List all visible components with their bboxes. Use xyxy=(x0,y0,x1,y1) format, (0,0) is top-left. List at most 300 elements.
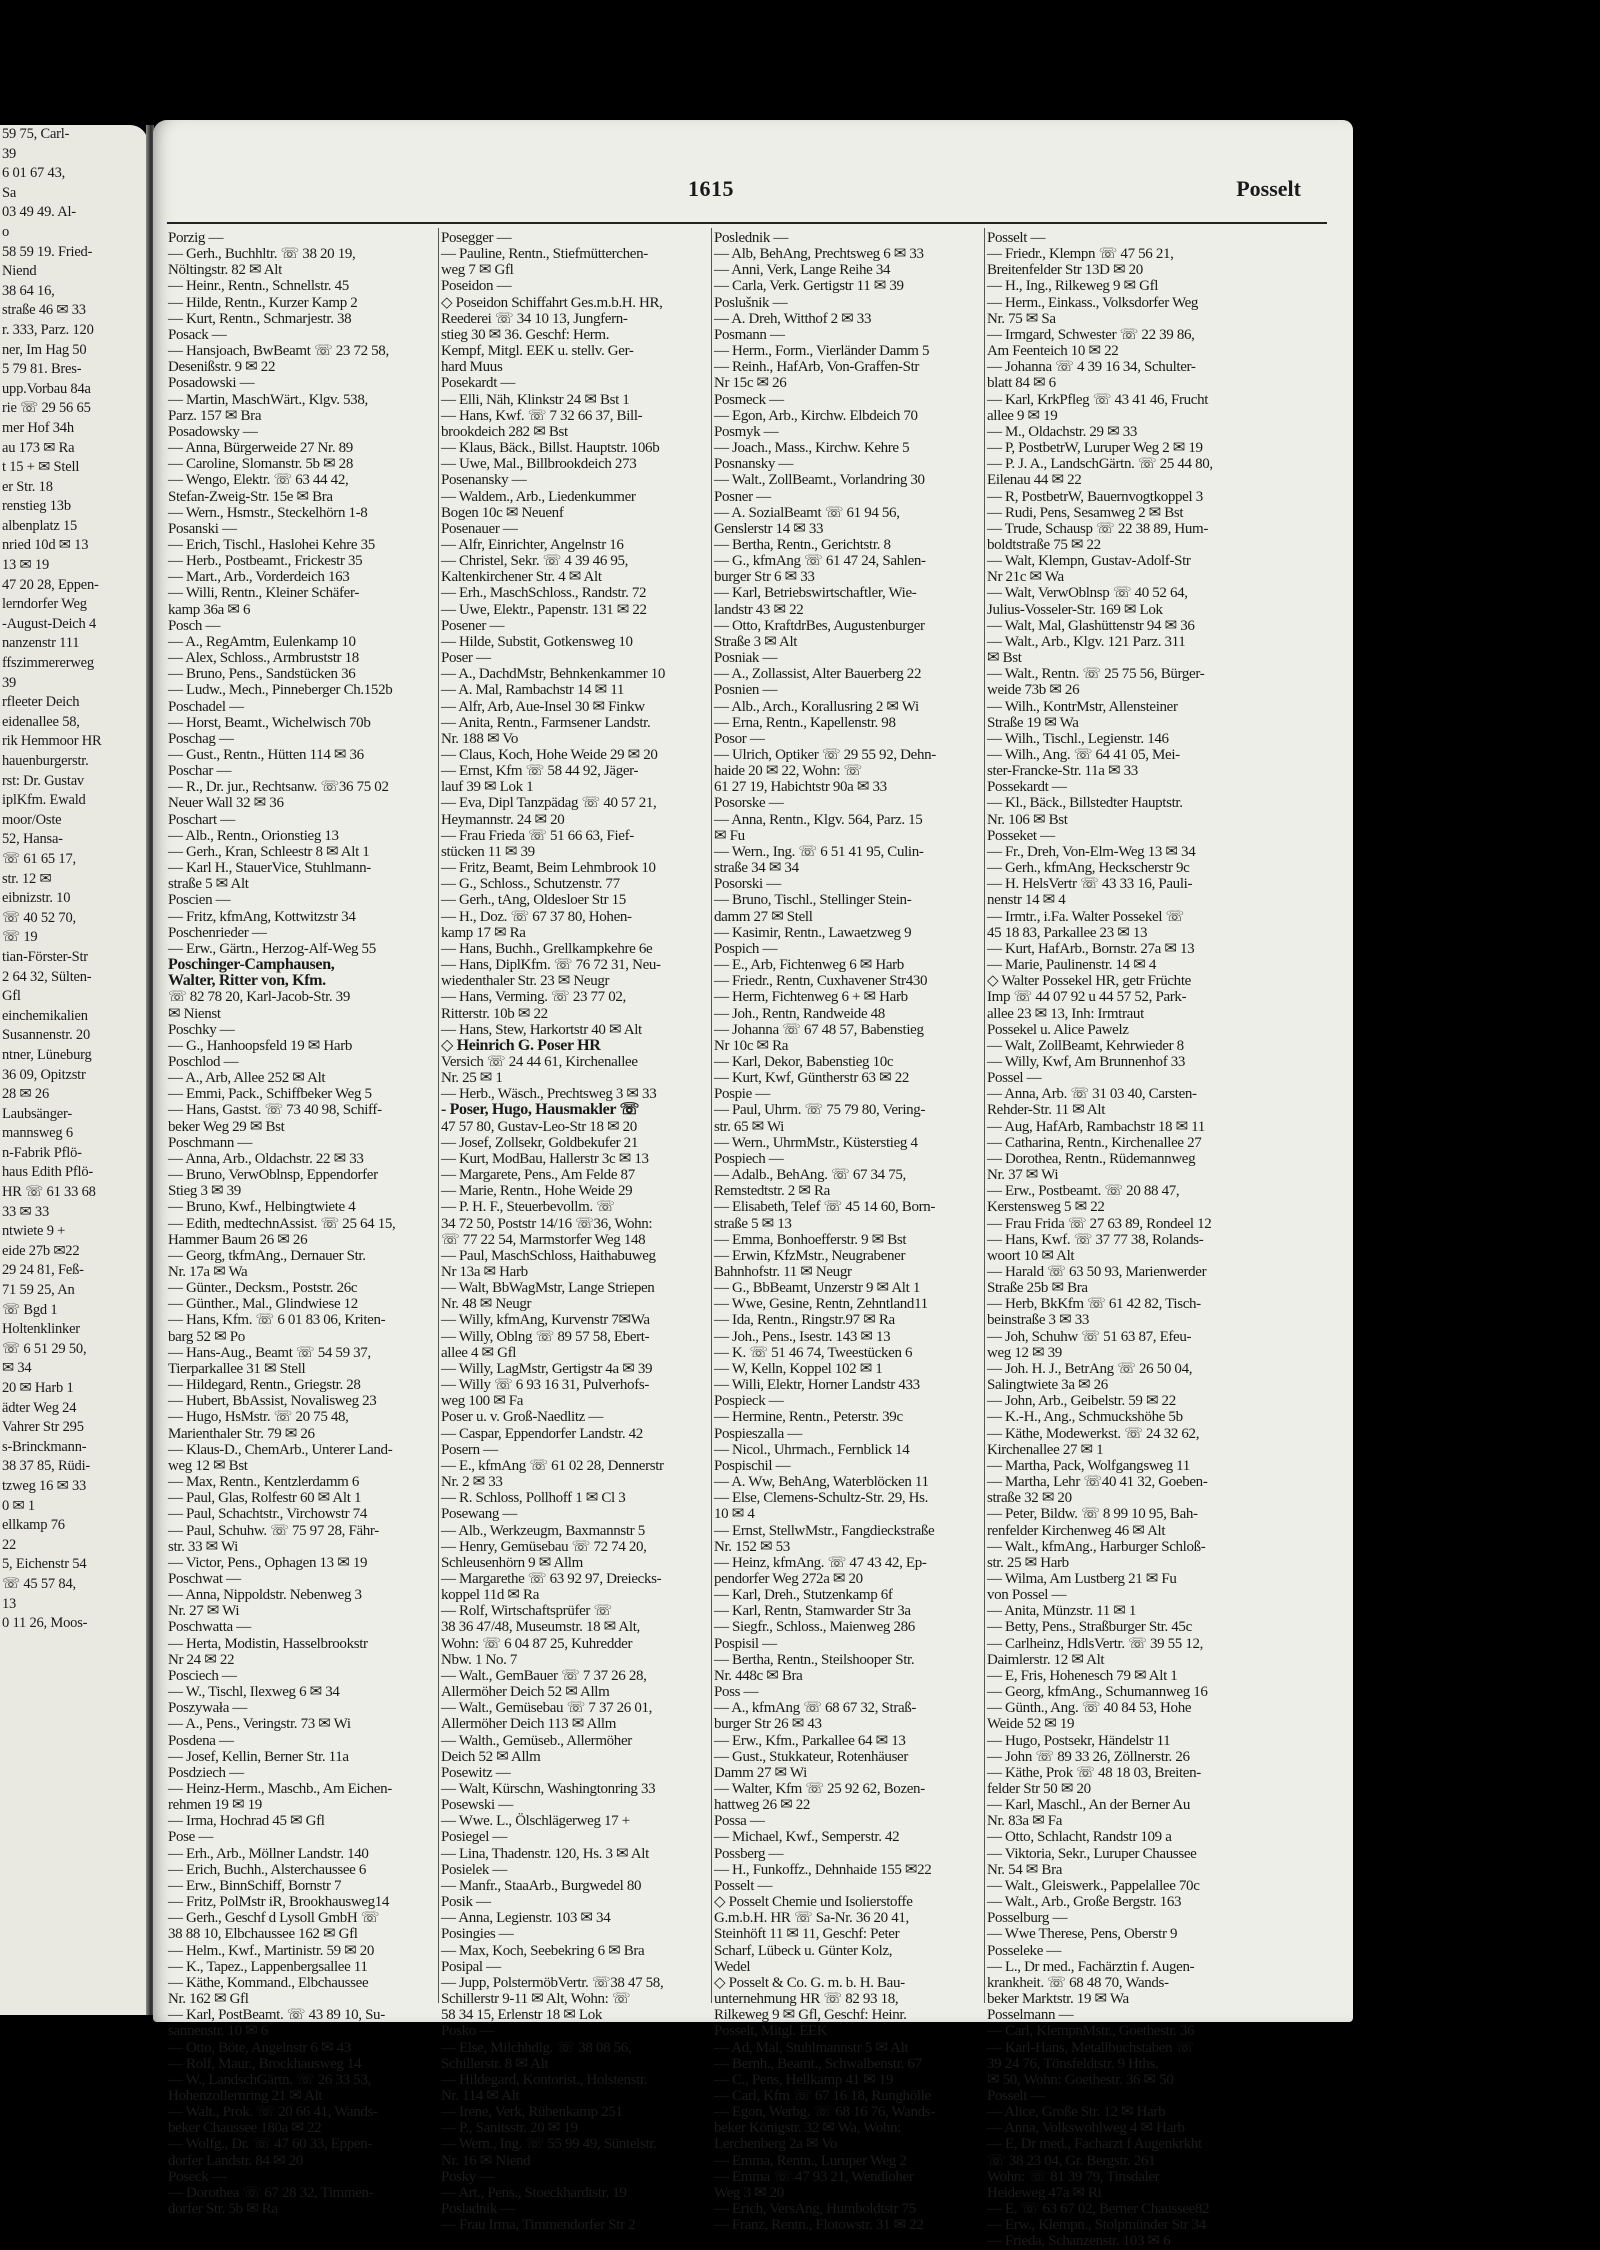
directory-entry: — Friedr., Klempn ☏ 47 56 21, xyxy=(987,246,1174,263)
directory-entry: — Joh. H. J., BetrAng ☏ 26 50 04, xyxy=(987,1360,1193,1377)
directory-entry: — Walt., Gleiswerk., Pappelallee 70c xyxy=(987,1877,1200,1894)
directory-entry: — Lina, Thadenstr. 120, Hs. 3 ✉ Alt xyxy=(441,1845,649,1862)
directory-entry: — Rolf, Maur., Brockhausweg 14 xyxy=(168,2055,362,2072)
prev-page-line: upp.Vorbau 84a xyxy=(2,380,91,397)
directory-entry: — Karl, Dekor, Babenstieg 10c xyxy=(714,1053,894,1070)
prev-page-line: ☏ 19 xyxy=(2,929,38,946)
directory-entry: — Heinz-Herm., Maschb., Am Eichen- xyxy=(168,1781,392,1797)
directory-entry: — Karl, Maschl., An der Berner Au xyxy=(987,1797,1190,1814)
directory-entry: — Hilde, Substit, Gotkensweg 10 xyxy=(441,633,633,650)
surname-heading: Posadowski — xyxy=(168,375,255,392)
directory-entry: — Horst, Beamt., Wichelwisch 70b xyxy=(168,714,371,731)
directory-entry: — K. ☏ 51 46 74, Tweestücken 6 xyxy=(714,1344,913,1361)
prev-page-line: 47 20 28, Eppen- xyxy=(2,576,99,593)
directory-entry: — Siegfr., Schloss., Maienweg 286 xyxy=(714,1619,915,1636)
surname-heading: Posner — xyxy=(714,488,771,505)
directory-entry: — Karl, PostBeamt. ☏ 43 89 10, Su- xyxy=(168,2007,385,2024)
directory-entry: — R, PostbetrW, Bauernvogtkoppel 3 xyxy=(987,488,1203,505)
surname-heading: Posipal — xyxy=(441,1958,501,1975)
directory-entry: rehmen 19 ✉ 19 xyxy=(168,1797,262,1814)
directory-entry: Imp ☏ 44 07 92 u 44 57 52, Park- xyxy=(987,989,1187,1006)
directory-entry: ster-Francke-Str. 11a ✉ 33 xyxy=(987,763,1138,780)
prev-page-line: eibnizstr. 10 xyxy=(2,890,71,907)
directory-entry: Weide 52 ✉ 19 xyxy=(987,1716,1075,1733)
prev-page-line: Holtenklinker xyxy=(2,1321,80,1338)
directory-entry: Kirchenallee 27 ✉ 1 xyxy=(987,1441,1104,1458)
surname-heading: Posenauer — xyxy=(441,520,518,537)
prev-page-line: 38 64 16, xyxy=(2,282,55,299)
directory-entry: Reederei ☏ 34 10 13, Jungfern- xyxy=(441,310,628,327)
directory-entry: — Willy, Oblng ☏ 89 57 58, Ebert- xyxy=(441,1328,650,1345)
prev-page-line: 29 24 81, Feß- xyxy=(2,1262,84,1279)
directory-entry: — Walt., GemBauer ☏ 7 37 26 28, xyxy=(441,1667,647,1684)
prev-page-line: ☏ 61 65 17, xyxy=(2,850,76,867)
directory-entry: — Herb., Postbeamt., Frickestr 35 xyxy=(168,553,363,570)
directory-entry: ☏ 38 23 04, Gr. Bergstr. 261 xyxy=(987,2152,1156,2169)
directory-entry: — Harald ☏ 63 50 93, Marienwerder xyxy=(987,1264,1207,1280)
directory-entry: Nr 15c ✉ 26 xyxy=(714,375,787,392)
directory-entry: — Anna, Arb., Oldachstr. 22 ✉ 33 xyxy=(168,1150,364,1167)
directory-entry: — Frau Frieda ☏ 51 66 63, Fief- xyxy=(441,827,634,844)
surname-heading: Posern — xyxy=(441,1441,498,1458)
directory-entry: koppel 11d ✉ Ra xyxy=(441,1587,539,1604)
directory-entry: - Poser, Hugo, Hausmakler ☏ xyxy=(441,1101,640,1119)
directory-entry: — Wern., Ing. ☏ 6 51 41 95, Culin- xyxy=(714,843,924,860)
directory-entry: boldtstraße 75 ✉ 22 xyxy=(987,536,1101,553)
prev-page-line: ellkamp 76 xyxy=(2,1517,65,1534)
directory-entry: Versich ☏ 24 44 61, Kirchenallee xyxy=(441,1053,638,1070)
directory-entry: Steinhöft 11 ✉ 11, Geschf: Peter xyxy=(714,1926,900,1943)
prev-page-line: 52, Hansa- xyxy=(2,831,63,848)
directory-entry: Neuer Wall 32 ✉ 36 xyxy=(168,795,284,812)
prev-page-line: haus Edith Pflö- xyxy=(2,1164,94,1181)
directory-entry: Marienthaler Str. 79 ✉ 26 xyxy=(168,1425,315,1442)
prev-page-line: ☏ 6 51 29 50, xyxy=(2,1340,87,1357)
directory-entry: Scharf, Lübeck u. Günter Kolz, xyxy=(714,1942,893,1959)
directory-entry: straße 32 ✉ 20 xyxy=(987,1490,1072,1507)
directory-entry: 58 34 15, Erlenstr 18 ✉ Lok xyxy=(441,2007,603,2024)
directory-entry: — Walt, BbWagMstr, Lange Striepen xyxy=(441,1280,655,1297)
column-divider xyxy=(984,228,985,2003)
surname-heading: Posselt — xyxy=(987,230,1046,246)
directory-entry: — Johanna ☏ 4 39 16 34, Schulter- xyxy=(987,359,1196,376)
directory-entry: — Rudi, Pens, Sesamweg 2 ✉ Bst xyxy=(987,504,1184,521)
directory-entry: — Irene, Verk, Rübenkamp 251 xyxy=(441,2104,623,2121)
directory-entry: Wedel xyxy=(714,1958,751,1975)
directory-entry: — Walt., Arb., Klgv. 121 Parz. 311 xyxy=(987,633,1186,650)
prev-page-line: 28 ✉ 26 xyxy=(2,1086,49,1103)
directory-entry: — Erw., BinnSchiff, Bornstr 7 xyxy=(168,1877,342,1894)
directory-entry: — Otto, Böte, Angelnstr 6 ✉ 43 xyxy=(168,2039,351,2056)
directory-entry: weg 12 ✉ Bst xyxy=(168,1457,248,1474)
directory-entry: — Walt., Rentn. ☏ 25 75 56, Bürger- xyxy=(987,666,1205,683)
surname-heading: Posener — xyxy=(441,617,505,634)
directory-entry: — Bruno, Pens., Sandstücken 36 xyxy=(168,666,356,683)
directory-entry: ◇ Posselt Chemie und Isolierstoffe xyxy=(714,1894,913,1911)
directory-entry: — Alb., Arch., Korallusring 2 ✉ Wi xyxy=(714,698,919,715)
directory-entry: — Irmgard, Schwester ☏ 22 39 86, xyxy=(987,326,1195,343)
surname-heading: Porzig — xyxy=(168,230,224,246)
directory-entry: — Joh, Schuhw ☏ 51 63 87, Efeu- xyxy=(987,1328,1192,1345)
directory-entry: — Georg, kfmAng., Schumannweg 16 xyxy=(987,1684,1208,1701)
directory-entry: — Franz, Rentn., Flotowstr. 31 ✉ 22 xyxy=(714,2217,924,2234)
directory-entry: — Margarethe ☏ 63 92 97, Dreiecks- xyxy=(441,1570,662,1587)
directory-entry: — Käthe, Kommand., Elbchaussee xyxy=(168,1974,369,1991)
surname-heading: Posenansky — xyxy=(441,472,527,489)
surname-heading: Poschadel — xyxy=(168,698,244,715)
directory-entry: Eilenau 44 ✉ 22 xyxy=(987,472,1082,489)
directory-entry: — Hans, Kwf. ☏ 7 32 66 37, Bill- xyxy=(441,407,643,424)
directory-entry: Poschinger-Camphausen, xyxy=(168,956,335,974)
directory-entry: — Josef, Kellin, Berner Str. 11a xyxy=(168,1748,349,1765)
surname-heading: Posmyk — xyxy=(714,423,779,440)
surname-heading: Posorski — xyxy=(714,876,781,893)
directory-entry: — Willy, Kwf, Am Brunnenhof 33 xyxy=(987,1053,1186,1070)
directory-entry: Nr. 27 ✉ Wi xyxy=(168,1603,240,1620)
surname-heading: Posewang — xyxy=(441,1506,518,1523)
directory-entry: ✉ Nienst xyxy=(168,1005,221,1022)
directory-entry: — Margarete, Pens., Am Felde 87 xyxy=(441,1167,635,1184)
directory-entry: Stieg 3 ✉ 39 xyxy=(168,1183,241,1200)
directory-entry: — Martha, Lehr ☏40 41 32, Goeben- xyxy=(987,1474,1208,1491)
directory-entry: — E. ☏ 63 67 02, Berner Chaussee82 xyxy=(987,2201,1210,2218)
directory-entry: 10 ✉ 4 xyxy=(714,1506,755,1523)
prev-page-line: tian-Förster-Str xyxy=(2,948,88,965)
directory-entry: allee 4 ✉ Gfl xyxy=(441,1344,517,1361)
surname-heading: von Possel — xyxy=(987,1587,1067,1604)
directory-entry: dorfer Str. 5b ✉ Ra xyxy=(168,2201,278,2218)
surname-heading: Poseck — xyxy=(168,2168,227,2185)
column-divider xyxy=(711,228,712,2003)
surname-heading: Pose — xyxy=(168,1829,213,1846)
directory-entry: — Uwe, Mal., Billbrookdeich 273 xyxy=(441,456,637,473)
directory-entry: — Hubert, BbAssist, Novalisweg 23 xyxy=(168,1393,377,1410)
directory-entry: — Dorothea ☏ 67 28 32, Timmen- xyxy=(168,2184,374,2201)
page-number: 1615 xyxy=(688,176,734,201)
directory-entry: — W, Kelln, Koppel 102 ✉ 1 xyxy=(714,1360,883,1377)
prev-page-line: o xyxy=(2,223,10,240)
directory-entry: — Caspar, Eppendorfer Landstr. 42 xyxy=(441,1425,643,1442)
surname-heading: Posky — xyxy=(441,2168,494,2185)
directory-entry: — Ludw., Mech., Pinneberger Ch.152b xyxy=(168,682,393,699)
surname-heading: Posselt — xyxy=(987,2087,1046,2104)
prev-page-line: rfleeter Deich xyxy=(2,694,80,711)
directory-entry: — Irma, Hochrad 45 ✉ Gfl xyxy=(168,1813,325,1830)
directory-entry: Desenißstr. 9 ✉ 22 xyxy=(168,359,276,376)
directory-entry: landstr 43 ✉ 22 xyxy=(714,601,804,618)
directory-entry: — Paul, Uhrm. ☏ 75 79 80, Vering- xyxy=(714,1102,926,1119)
directory-entry: — Herb., Wäsch., Prechtsweg 3 ✉ 33 xyxy=(441,1086,657,1103)
surname-heading: Posor — xyxy=(714,730,765,747)
prev-page-line: Vahrer Str 295 xyxy=(2,1419,84,1436)
directory-entry: — Kurt, HafArb., Bornstr. 27a ✉ 13 xyxy=(987,940,1195,957)
directory-entry: — A., Arb, Allee 252 ✉ Alt xyxy=(168,1070,326,1087)
directory-entry: — R. Schloss, Pollhoff 1 ✉ Cl 3 xyxy=(441,1490,626,1507)
prev-page-line: eidenallee 58, xyxy=(2,713,80,730)
surname-heading: Poschenrieder — xyxy=(168,924,267,941)
directory-entry: — Betty, Pens., Straßburger Str. 45c xyxy=(987,1619,1192,1636)
directory-entry: — Anna, Arb. ☏ 31 03 40, Carsten- xyxy=(987,1086,1197,1103)
directory-entry: — Erw., Klempn., Stolpmünder Str 34 xyxy=(987,2217,1206,2234)
directory-entry: — Marie, Rentn., Hohe Weide 29 xyxy=(441,1183,633,1200)
directory-entry: — Klaus, Bäck., Billst. Hauptstr. 106b xyxy=(441,440,660,457)
directory-entry: — A. Dreh, Witthof 2 ✉ 33 xyxy=(714,310,872,327)
directory-entry: — Manfr., StaaArb., Burgwedel 80 xyxy=(441,1877,642,1894)
directory-entry: Nr. 37 ✉ Wi xyxy=(987,1167,1059,1184)
prev-page-line: Gfl xyxy=(2,988,21,1005)
surname-heading: Poschwat — xyxy=(168,1570,241,1587)
prev-page-line: ☏ 45 57 84, xyxy=(2,1575,76,1592)
directory-entry: — Erich, VersAng, Humboldtstr 75 xyxy=(714,2201,916,2218)
column-3 xyxy=(714,230,992,2234)
prev-page-line: eide 27b ✉22 xyxy=(2,1242,80,1259)
surname-heading: Posiegel — xyxy=(441,1829,508,1846)
directory-entry: — Willy, kfmAng, Kurvenstr 7✉Wa xyxy=(441,1312,650,1329)
prev-page-line: 0 11 26, Moos- xyxy=(2,1615,88,1632)
directory-entry: — Hilde, Rentn., Kurzer Kamp 2 xyxy=(168,294,358,311)
surname-heading: Poschky — xyxy=(168,1021,235,1038)
prev-page-line: rik Hemmoor HR xyxy=(2,733,102,750)
directory-entry: — Friedr., Rentn, Cuxhavener Str430 xyxy=(714,973,928,990)
directory-entry: straße 5 ✉ 13 xyxy=(714,1215,792,1232)
directory-entry: — Wolfg., Dr. ☏ 47 60 33, Eppen- xyxy=(168,2136,372,2153)
directory-entry: — Hans, Gastst. ☏ 73 40 98, Schiff- xyxy=(168,1102,382,1119)
prev-page-line: n-Fabrik Pflö- xyxy=(2,1144,82,1161)
directory-entry: Kempf, Mitgl. EEK u. stellv. Ger- xyxy=(441,343,634,360)
directory-entry: Daimlerstr. 12 ✉ Alt xyxy=(987,1651,1105,1668)
directory-entry: — Fritz, PolMstr iR, Brookhausweg14 xyxy=(168,1894,390,1911)
directory-entry: — Wilh., Ang. ☏ 64 41 05, Mei- xyxy=(987,747,1180,763)
surname-heading: Possekardt — xyxy=(987,779,1067,796)
directory-entry: — H. HelsVertr ☏ 43 33 16, Pauli- xyxy=(987,876,1193,893)
prev-page-line: albenplatz 15 xyxy=(2,517,78,534)
directory-entry: — Max, Rentn., Kentzlerdamm 6 xyxy=(168,1474,360,1491)
directory-entry: — P, PostbetrW, Luruper Weg 2 ✉ 19 xyxy=(987,440,1203,457)
directory-entry: — Bruno, Tischl., Stellinger Stein- xyxy=(714,892,912,909)
surname-heading: Posnansky — xyxy=(714,456,794,473)
prev-page-line: rst: Dr. Gustav xyxy=(2,772,84,789)
directory-entry: — Heinz, kfmAng. ☏ 47 43 42, Ep- xyxy=(714,1554,927,1571)
directory-entry: — Trude, Schausp ☏ 22 38 89, Hum- xyxy=(987,520,1208,537)
directory-entry: — Gust., Rentn., Hütten 114 ✉ 36 xyxy=(168,747,364,763)
directory-entry: — John ☏ 89 33 26, Zöllnerstr. 26 xyxy=(987,1748,1190,1765)
directory-entry: — Herb, BkKfm ☏ 61 42 82, Tisch- xyxy=(987,1296,1201,1313)
surname-heading: Pospisil — xyxy=(714,1635,777,1652)
directory-entry: — Herm, Fichtenweg 6 + ✉ Harb xyxy=(714,989,908,1006)
prev-page-line: str. 12 ✉ xyxy=(2,870,52,887)
directory-entry: — Gust., Stukkateur, Rotenhäuser xyxy=(714,1748,909,1765)
surname-heading: Poschlod — xyxy=(168,1053,239,1070)
directory-entry: — Wern., Hsmstr., Steckelhörn 1-8 xyxy=(168,504,368,521)
directory-entry: weg 100 ✉ Fa xyxy=(441,1393,524,1410)
surname-heading: Posseleke — xyxy=(987,1942,1062,1959)
directory-entry: — Erw., Kfm., Parkallee 64 ✉ 13 xyxy=(714,1732,906,1749)
directory-entry: weg 12 ✉ 39 xyxy=(987,1344,1062,1361)
directory-entry: — A., RegAmtm, Eulenkamp 10 xyxy=(168,633,356,650)
prev-page-line: 03 49 49. Al- xyxy=(2,204,76,221)
directory-entry: Schillerstr. 8 ✉ Alt xyxy=(441,2055,549,2072)
directory-entry: — Mart., Arb., Vorderdeich 163 xyxy=(168,569,350,586)
directory-entry: woort 10 ✉ Alt xyxy=(987,1247,1075,1264)
directory-entry: — L., Dr med., Fachärztin f. Augen- xyxy=(987,1958,1195,1975)
directory-entry: — Else, Milchhdlg. ☏ 38 08 56, xyxy=(441,2039,632,2056)
directory-entry: — Gerh., Kran, Schleestr 8 ✉ Alt 1 xyxy=(168,843,370,860)
directory-entry: — Erwin, KfzMstr., Neugrabener xyxy=(714,1247,906,1264)
prev-page-line: HR ☏ 61 33 68 xyxy=(2,1184,96,1201)
directory-entry: — Joh., Rentn, Randweide 48 xyxy=(714,1005,885,1022)
surname-heading: Posseket — xyxy=(987,827,1055,844)
directory-entry: — Hans, Stew, Harkortstr 40 ✉ Alt xyxy=(441,1021,642,1038)
directory-entry: — Wern., UhrmMstr., Küsterstieg 4 xyxy=(714,1134,918,1151)
previous-page-edge xyxy=(0,125,148,2015)
prev-page-line: Niend xyxy=(2,263,37,280)
directory-entry: — Alex, Schloss., Armbruststr 18 xyxy=(168,650,359,667)
directory-entry: Wohn: ☏ 81 39 79, Tinsdaler xyxy=(987,2168,1160,2185)
directory-entry: Nr. 54 ✉ Bra xyxy=(987,1861,1063,1878)
directory-entry: — Karl-Hans, Metallbuchstaben ☏ xyxy=(987,2039,1195,2056)
surname-heading: Posik — xyxy=(441,1894,491,1911)
directory-entry: — E, Fris, Hohenesch 79 ✉ Alt 1 xyxy=(987,1667,1178,1684)
directory-entry: — Anita, Rentn., Farmsener Landstr. xyxy=(441,714,651,731)
directory-entry: — Wilh., Tischl., Legienstr. 146 xyxy=(987,730,1169,747)
directory-entry: lauf 39 ✉ Lok 1 xyxy=(441,779,534,796)
prev-page-line: 33 ✉ 33 xyxy=(2,1203,49,1220)
prev-page-line: s-Brinckmann- xyxy=(2,1438,87,1455)
directory-entry: — Max, Koch, Seebekring 6 ✉ Bra xyxy=(441,1942,645,1959)
directory-entry: burger Str 26 ✉ 43 xyxy=(714,1716,822,1733)
directory-entry: — Herta, Modistin, Hasselbrookstr xyxy=(168,1635,368,1652)
directory-entry: Rehder-Str. 11 ✉ Alt xyxy=(987,1102,1106,1119)
directory-entry: — Hermine, Rentn., Peterstr. 39c xyxy=(714,1409,903,1426)
directory-entry: — Wengo, Elektr. ☏ 63 44 42, xyxy=(168,472,349,489)
directory-entry: Allermöher Deich 113 ✉ Allm xyxy=(441,1716,617,1733)
prev-page-line: au 173 ✉ Ra xyxy=(2,439,75,456)
directory-entry: — Henry, Gemüsebau ☏ 72 74 20, xyxy=(441,1538,647,1555)
prev-page-line: 0 ✉ 1 xyxy=(2,1497,35,1514)
directory-entry: — Paul, Schachtstr., Virchowstr 74 xyxy=(168,1506,367,1523)
directory-entry: — E, Dr med., Facharzt f Augenkrkht xyxy=(987,2136,1202,2153)
directory-entry: wiedenthaler Str. 23 ✉ Neugr xyxy=(441,973,610,990)
directory-entry: — Emma ☏ 47 93 21, Wendloher xyxy=(714,2168,914,2185)
directory-entry: beker Marktstr. 19 ✉ Wa xyxy=(987,1991,1129,2008)
surname-heading: Posorske — xyxy=(714,795,784,812)
directory-entry: — Walt., Arb., Große Bergstr. 163 xyxy=(987,1894,1182,1911)
directory-entry: — G., BbBeamt, Unzerstr 9 ✉ Alt 1 xyxy=(714,1280,920,1297)
directory-entry: Wohn: ☏ 6 04 87 25, Kuhredder xyxy=(441,1635,633,1652)
directory-entry: — Carlheinz, HdlsVertr. ☏ 39 55 12, xyxy=(987,1635,1204,1652)
directory-entry: — Anita, Münzstr. 11 ✉ 1 xyxy=(987,1603,1137,1620)
directory-entry: — Victor, Pens., Ophagen 13 ✉ 19 xyxy=(168,1554,368,1571)
directory-entry: — Aug, HafArb, Rambachstr 18 ✉ 11 xyxy=(987,1118,1205,1135)
directory-entry: 45 18 83, Parkallee 23 ✉ 13 xyxy=(987,924,1148,941)
surname-heading: Pospiech — xyxy=(714,1150,784,1167)
directory-entry: stücken 11 ✉ 39 xyxy=(441,843,535,860)
directory-entry: — A., kfmAng ☏ 68 67 32, Straß- xyxy=(714,1700,917,1717)
surname-heading: Posdena — xyxy=(168,1732,234,1749)
surname-heading: Poscien — xyxy=(168,892,231,909)
directory-entry: ✉ Bst xyxy=(987,650,1022,667)
directory-entry: — Uwe, Elektr., Papenstr. 131 ✉ 22 xyxy=(441,601,647,618)
prev-page-line: Susannenstr. 20 xyxy=(2,1027,91,1044)
directory-entry: — Pauline, Rentn., Stiefmütterchen- xyxy=(441,246,648,263)
directory-entry: — Dorothea, Rentn., Rüdemannweg xyxy=(987,1150,1196,1167)
directory-entry: — H., Doz. ☏ 67 37 80, Hohen- xyxy=(441,908,632,925)
surname-heading: Poschmann — xyxy=(168,1134,253,1151)
directory-entry: — Caroline, Slomanstr. 5b ✉ 28 xyxy=(168,456,353,473)
prev-page-line: 13 xyxy=(2,1595,17,1612)
directory-entry: — Anna, Rentn., Klgv. 564, Parz. 15 xyxy=(714,811,923,828)
directory-entry: — Joach., Mass., Kirchw. Kehre 5 xyxy=(714,440,910,457)
directory-entry: — Peter, Bildw. ☏ 8 99 10 95, Bah- xyxy=(987,1506,1198,1523)
directory-entry: Heymannstr. 24 ✉ 20 xyxy=(441,811,565,828)
directory-entry: 34 72 50, Poststr 14/16 ☏36, Wohn: xyxy=(441,1215,653,1232)
directory-entry: pendorfer Weg 272a ✉ 20 xyxy=(714,1570,863,1587)
directory-entry: — Wern., Ing. ☏ 55 99 49, Süntelstr. xyxy=(441,2136,657,2153)
prev-page-line: 38 37 85, Rüdi- xyxy=(2,1458,91,1475)
prev-page-line: renstieg 13b xyxy=(2,498,71,515)
surname-heading: Possa — xyxy=(714,1813,765,1830)
directory-entry: — Georg, tkfmAng., Dernauer Str. xyxy=(168,1247,366,1264)
surname-heading: Poschag — xyxy=(168,730,234,747)
prev-page-line: 39 xyxy=(2,674,17,691)
directory-entry: blatt 84 ✉ 6 xyxy=(987,375,1056,392)
directory-entry: — Walt., ZollBeamt., Vorlandring 30 xyxy=(714,472,925,489)
directory-entry: — Christel, Sekr. ☏ 4 39 46 95, xyxy=(441,553,629,570)
surname-heading: Poseidon — xyxy=(441,278,512,295)
prev-page-line: 13 ✉ 19 xyxy=(2,557,49,574)
directory-entry: renfelder Kirchenweg 46 ✉ Alt xyxy=(987,1522,1166,1539)
directory-entry: — Anna, Bürgerweide 27 Nr. 89 xyxy=(168,440,353,457)
directory-entry: — Claus, Koch, Hohe Weide 29 ✉ 20 xyxy=(441,747,658,763)
directory-entry: — Paul, Schuhw. ☏ 75 97 28, Fähr- xyxy=(168,1522,379,1539)
directory-entry: — Adalb., BehAng. ☏ 67 34 75, xyxy=(714,1167,906,1184)
directory-entry: — Wwe. L., Ölschlägerweg 17 + xyxy=(441,1813,630,1830)
surname-heading: Posch — xyxy=(168,617,221,634)
directory-entry: — Wwe Therese, Pens, Oberstr 9 xyxy=(987,1926,1178,1943)
directory-entry: — Erw., Gärtn., Herzog-Alf-Weg 55 xyxy=(168,940,376,957)
directory-entry: — Alb., Rentn., Orionstieg 13 xyxy=(168,827,339,844)
directory-entry: — Walt., Gemüsebau ☏ 7 37 26 01, xyxy=(441,1700,653,1717)
directory-entry: — P., Sanitsstr. 20 ✉ 19 xyxy=(441,2120,578,2137)
directory-entry: — W., LandschGärtn. ☏ 26 33 53, xyxy=(168,2071,371,2088)
surname-heading: Pospischil — xyxy=(714,1457,791,1474)
directory-entry: — Hans, Buchh., Grellkampkehre 6e xyxy=(441,940,653,957)
directory-entry: — Otto, KraftdrBes, Augustenburger xyxy=(714,617,925,634)
directory-entry: Rilkeweg 9 ✉ Gfl, Geschf: Heinr. xyxy=(714,2007,907,2024)
directory-entry: — Günth., Ang. ☏ 40 84 53, Hohe xyxy=(987,1700,1192,1717)
directory-entry: nenstr 14 ✉ 4 xyxy=(987,892,1066,909)
directory-entry: ◇ Heinrich G. Poser HR xyxy=(441,1036,601,1054)
directory-entry: — Willi, Rentn., Kleiner Schäfer- xyxy=(168,585,359,602)
directory-entry: — Reinh., HafArb, Von-Graffen-Str xyxy=(714,359,920,376)
directory-entry: ✉ 50, Wohn: Goethestr. 36 ✉ 50 xyxy=(987,2071,1174,2088)
directory-entry: — Anni, Verk, Lange Reihe 34 xyxy=(714,262,891,279)
directory-entry: Lerchenberg 2a ✉ Vo xyxy=(714,2136,837,2153)
surname-heading: Posmeck — xyxy=(714,391,784,408)
prev-page-line: ntner, Lüneburg xyxy=(2,1046,92,1063)
surname-heading: Posielek — xyxy=(441,1861,508,1878)
prev-page-line: nanzenstr 111 xyxy=(2,635,80,652)
surname-heading: Posewitz — xyxy=(441,1764,511,1781)
directory-entry: — Hildegard, Kontorist., Holstenstr. xyxy=(441,2071,648,2088)
prev-page-line: Laubsänger- xyxy=(2,1105,72,1122)
directory-entry: — Martha, Pack, Wolfgangsweg 11 xyxy=(987,1457,1190,1474)
directory-page xyxy=(153,120,1353,2250)
directory-entry: Deich 52 ✉ Allm xyxy=(441,1748,541,1765)
prev-page-line: hauenburgerstr. xyxy=(2,753,89,769)
directory-entry: — Ida, Rentn., Ringstr.97 ✉ Ra xyxy=(714,1312,895,1329)
directory-entry: Damm 27 ✉ Wi xyxy=(714,1764,807,1781)
